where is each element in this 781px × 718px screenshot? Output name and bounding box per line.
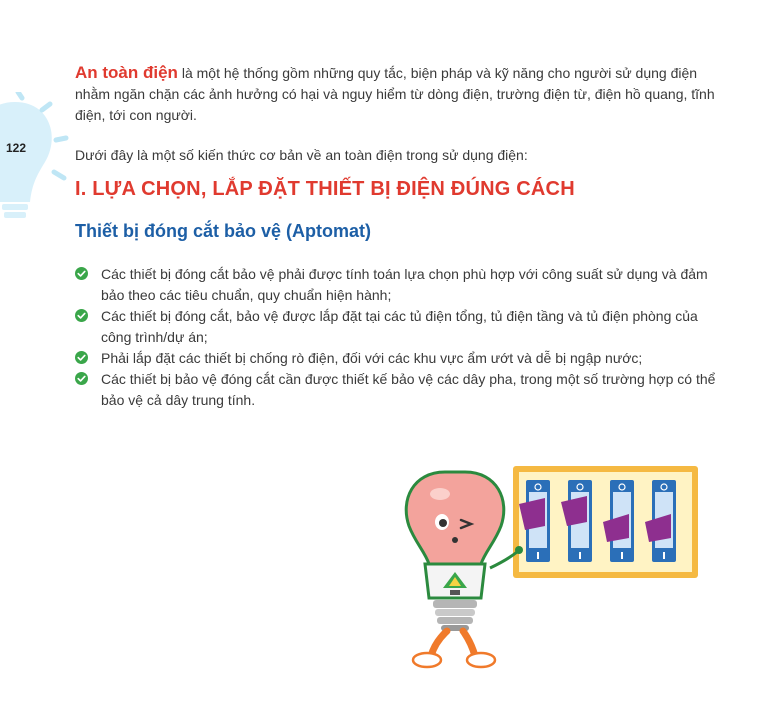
bullet-text: Các thiết bị bảo vệ đóng cắt cần được thiết kế bảo vệ các dây pha, trong một số trường hợp có thể bảo vệ cả dây trung tính. xyxy=(101,371,716,408)
lightbulb-mascot xyxy=(406,472,523,667)
page-number: 122 xyxy=(6,141,27,155)
check-circle-icon xyxy=(75,267,88,280)
lead-paragraph: Dưới đây là một số kiến thức cơ bản về an toàn điện trong sử dụng điện: xyxy=(75,147,528,163)
section-heading: I. LỰA CHỌN, LẮP ĐẶT THIẾT BỊ ĐIỆN ĐÚNG CÁCH xyxy=(75,178,575,200)
check-circle-icon xyxy=(75,351,88,364)
list-item xyxy=(75,369,720,411)
sub-heading: Thiết bị đóng cắt bảo vệ (Aptomat) xyxy=(75,221,371,241)
circuit-breaker-panel xyxy=(513,466,698,578)
check-circle-icon xyxy=(75,309,88,322)
intro-paragraph xyxy=(75,62,715,126)
check-circle-icon xyxy=(75,372,88,385)
list-item xyxy=(75,348,720,369)
page-bulb-icon xyxy=(0,92,70,232)
mascot-illustration xyxy=(395,460,705,670)
key-term: An toàn điện xyxy=(75,63,178,82)
intro-text: là một hệ thống gồm những quy tắc, biện pháp và kỹ năng cho người sử dụng điện nhằm ngăn chặn các ảnh hưởng có hại và nguy hiểm từ dòng điện, trường điện từ, điện hồ quang, tĩnh điện, tới con người. xyxy=(75,65,715,123)
bullet-text: Các thiết bị đóng cắt, bảo vệ được lắp đặt tại các tủ điện tổng, tủ điện tầng và tủ điện phòng của công trình/dự án; xyxy=(101,308,698,345)
list-item xyxy=(75,306,720,348)
bullet-text: Phải lắp đặt các thiết bị chống rò điện, đối với các khu vực ẩm ướt và dễ bị ngập nước; xyxy=(101,350,643,366)
bullet-text: Các thiết bị đóng cắt bảo vệ phải được tính toán lựa chọn phù hợp với công suất sử dụng và đảm bảo theo các tiêu chuẩn, quy chuẩn hiện hành; xyxy=(101,266,708,303)
bullet-list xyxy=(75,264,720,411)
list-item xyxy=(75,264,720,306)
